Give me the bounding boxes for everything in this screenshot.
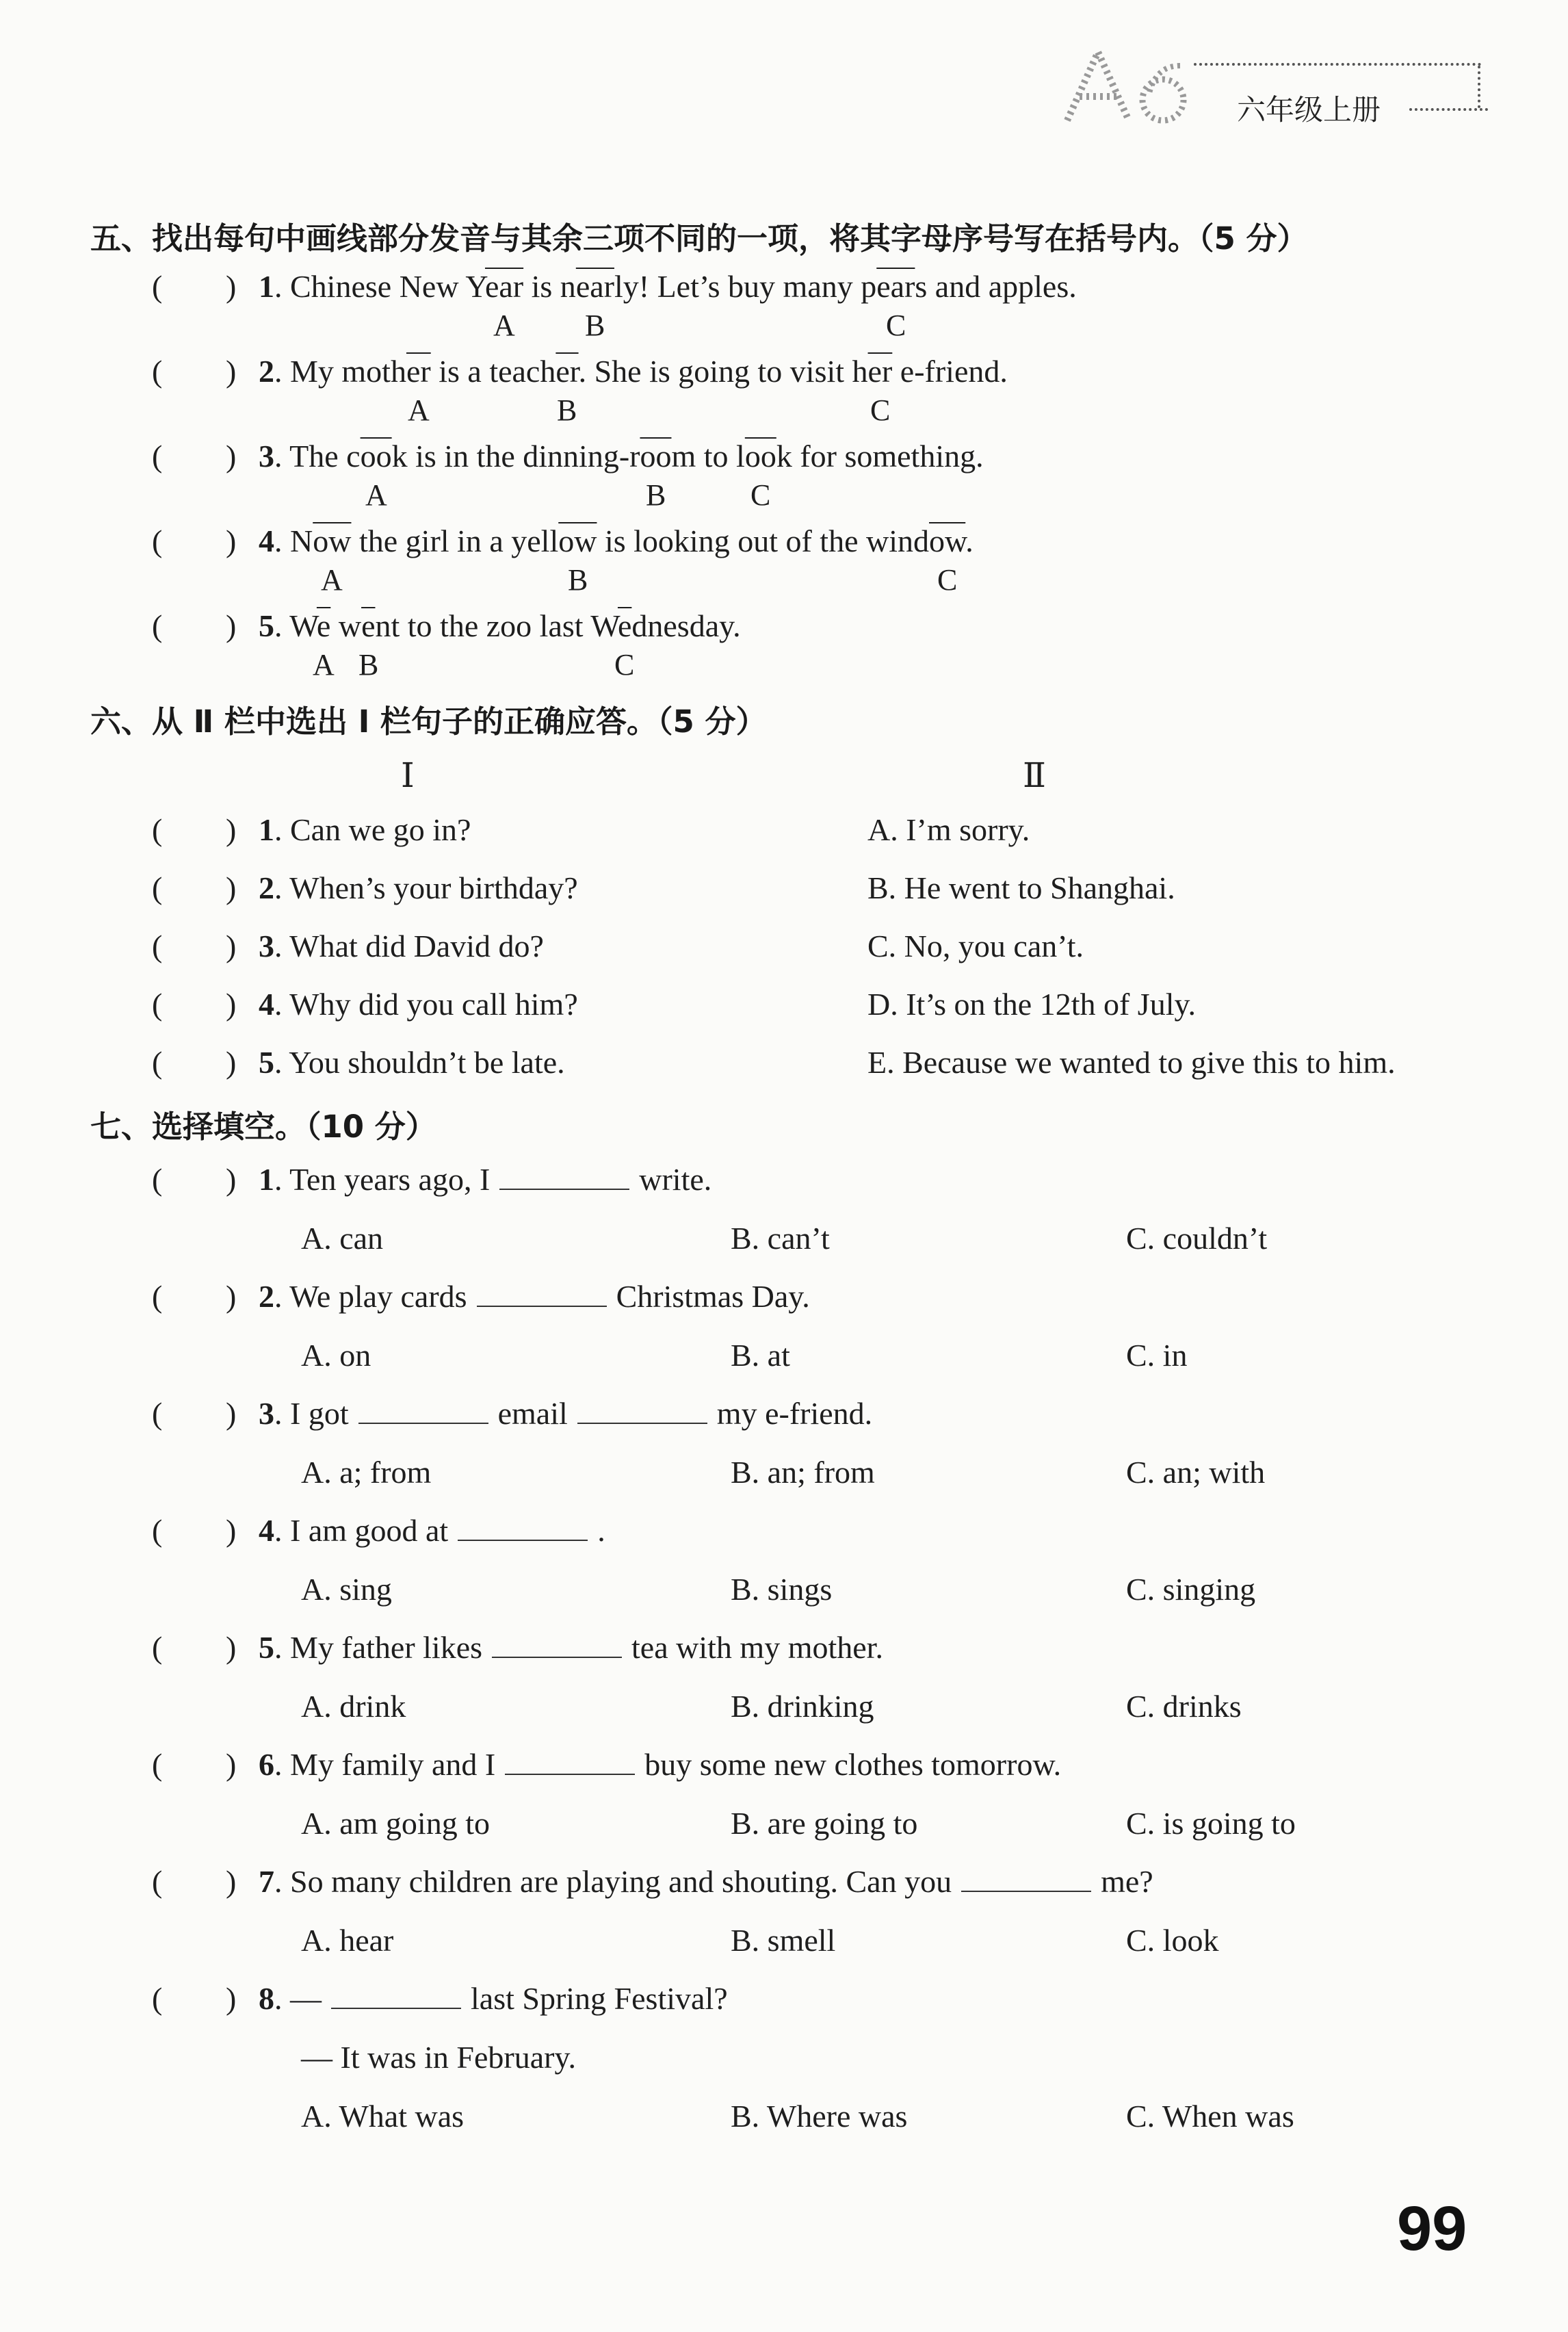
question-number: 2 <box>259 870 274 905</box>
answer-option[interactable]: B. are going to <box>731 1806 918 1841</box>
fill-blank[interactable] <box>358 1416 488 1424</box>
question-sentence <box>259 1278 810 1314</box>
question-sentence <box>259 1512 605 1549</box>
question-text: . I got <box>274 1396 349 1431</box>
answer-paren-close: ) <box>226 1279 237 1314</box>
sentence-part: is looking out of the wind <box>597 523 930 558</box>
question-sentence <box>259 870 578 906</box>
answer-slot[interactable] <box>164 1169 219 1197</box>
question-number: 5 <box>259 1045 274 1080</box>
answer-option[interactable]: C. couldn’t <box>1126 1221 1268 1256</box>
fill-blank[interactable] <box>458 1533 588 1541</box>
answer-paren-open: ( <box>152 1279 163 1314</box>
option-letter-label: C <box>870 393 891 427</box>
question-sentence <box>259 1746 1061 1783</box>
answer-option[interactable]: C. drinks <box>1126 1689 1242 1724</box>
sentence-part: the girl in a yell <box>351 523 559 558</box>
question-text: . Can we go in? <box>274 812 471 847</box>
fill-blank[interactable] <box>331 2001 461 2009</box>
answer-paren-close: ) <box>226 987 237 1022</box>
answer-paren-open: ( <box>152 269 163 304</box>
answer-slot[interactable] <box>164 616 219 643</box>
answer-slot[interactable] <box>164 361 219 389</box>
answer-option[interactable]: A. am going to <box>301 1806 490 1841</box>
question-text: . I am good at <box>274 1513 449 1548</box>
answer-paren-open: ( <box>152 1747 163 1782</box>
sentence-part: m to l <box>671 439 745 474</box>
sentence-part: . Chinese New Y <box>274 269 485 304</box>
question-text: . Ten years ago, I <box>274 1162 491 1197</box>
answer-paren-open: ( <box>152 1045 163 1080</box>
question-number: 4 <box>259 1513 274 1548</box>
underlined-part-c: $\overline{er}$ <box>867 354 893 389</box>
question-sentence <box>259 1395 872 1431</box>
option-letter-label: B <box>568 563 588 597</box>
answer-option[interactable]: B. at <box>731 1338 790 1373</box>
question-text: . We play cards <box>274 1279 467 1314</box>
answer-paren-close: ) <box>226 523 237 558</box>
answer-paren-open: ( <box>152 1162 163 1197</box>
fill-blank[interactable] <box>492 1650 622 1658</box>
option-letter-label: C <box>750 478 771 512</box>
a6-logo-icon <box>1047 38 1204 134</box>
answer-slot[interactable] <box>164 1286 219 1314</box>
answer-paren-close: ) <box>226 1162 237 1197</box>
option-letter-label: B <box>646 478 666 512</box>
answer-paren-close: ) <box>226 812 237 847</box>
answer-option[interactable]: B. Where was <box>731 2099 908 2134</box>
answer-paren-close: ) <box>226 354 237 389</box>
answer-slot[interactable] <box>164 1052 219 1080</box>
answer-paren-close: ) <box>226 1396 237 1431</box>
sentence-part: k for something. <box>776 439 984 474</box>
header-dots <box>1409 108 1488 111</box>
underlined-part-b: $\overline{ow}$ <box>558 523 597 558</box>
answer-option[interactable]: A. a; from <box>301 1455 432 1490</box>
question-number: 8 <box>259 1981 274 2016</box>
answer-paren-open: ( <box>152 987 163 1022</box>
question-number: 3 <box>259 929 274 963</box>
answer-slot[interactable] <box>164 1871 219 1899</box>
underlined-part-c: $\overline{oo}$ <box>744 439 776 474</box>
answer-paren-open: ( <box>152 929 163 963</box>
underlined-part-a: $\overline{er}$ <box>406 354 431 389</box>
sentence-part: . She is going to visit h <box>578 354 868 389</box>
question-number: 1 <box>259 1162 274 1197</box>
response-option: C. No, you can’t. <box>867 929 1084 963</box>
option-letter-label: C <box>937 563 958 597</box>
underlined-part-a: $\overline{ow}$ <box>313 523 352 558</box>
question-sentence <box>259 928 544 964</box>
section7-title: 七、选择填空。（10 分） <box>90 1109 436 1145</box>
answer-option[interactable]: C. look <box>1126 1923 1219 1958</box>
question-sentence <box>259 1161 711 1197</box>
sentence-part: . <box>965 523 974 558</box>
question-sentence <box>259 1980 728 2017</box>
question-number: 3 <box>259 1396 274 1431</box>
underlined-part-c: $\overline{e}$ <box>617 608 632 643</box>
option-letter-label: B <box>557 393 577 427</box>
sentence-part: dnesday. <box>631 608 741 643</box>
answer-option[interactable]: B. can’t <box>731 1221 830 1256</box>
answer-paren-close: ) <box>226 1045 237 1080</box>
question-number: 2 <box>259 354 274 389</box>
question-text: . <box>597 1513 605 1548</box>
answer-paren-open: ( <box>152 608 163 643</box>
answer-slot[interactable] <box>164 1637 219 1665</box>
answer-slot[interactable] <box>164 994 219 1022</box>
response-option: D. It’s on the 12th of July. <box>867 987 1196 1022</box>
question-number: 1 <box>259 269 274 304</box>
answer-slot[interactable] <box>164 446 219 474</box>
answer-option[interactable]: B. smell <box>731 1923 836 1958</box>
sentence-part: nt to the zoo last W <box>375 608 618 643</box>
answer-paren-open: ( <box>152 439 163 474</box>
answer-paren-close: ) <box>226 1630 237 1665</box>
sentence-part: w <box>330 608 362 643</box>
answer-slot[interactable] <box>164 1754 219 1782</box>
fill-blank[interactable] <box>577 1416 707 1424</box>
underlined-part-c: $\overline{ear}$ <box>876 269 915 304</box>
answer-option[interactable]: A. hear <box>301 1923 394 1958</box>
fill-blank[interactable] <box>499 1182 629 1190</box>
answer-option[interactable]: C. singing <box>1126 1572 1256 1607</box>
underlined-part-a: $\overline{ear}$ <box>484 269 524 304</box>
question-sentence <box>259 523 974 559</box>
answer-paren-open: ( <box>152 870 163 905</box>
column-2-heading: Ⅱ <box>1023 756 1046 794</box>
option-letter-label: A <box>408 393 430 427</box>
sentence-part: is n <box>523 269 576 304</box>
sentence-part: . W <box>274 608 317 643</box>
answer-paren-open: ( <box>152 812 163 847</box>
question-text: . — <box>274 1981 322 2016</box>
option-letter-label: A <box>493 309 515 342</box>
question-number: 4 <box>259 523 274 558</box>
answer-paren-open: ( <box>152 354 163 389</box>
answer-paren-close: ) <box>226 439 237 474</box>
question-sentence <box>259 438 984 474</box>
question-text: write. <box>639 1162 712 1197</box>
answer-option[interactable]: C. an; with <box>1126 1455 1266 1490</box>
answer-paren-open: ( <box>152 1981 163 2016</box>
underlined-part-b: $\overline{oo}$ <box>640 439 672 474</box>
answer-paren-close: ) <box>226 870 237 905</box>
answer-slot[interactable] <box>164 1988 219 2016</box>
question-text: . So many children are playing and shouting. Can you <box>274 1864 952 1899</box>
answer-slot[interactable] <box>164 1403 219 1431</box>
underlined-part-c: $\overline{ow}$ <box>929 523 966 558</box>
answer-slot[interactable] <box>164 276 219 304</box>
answer-option[interactable]: B. sings <box>731 1572 833 1607</box>
question-text: my e-friend. <box>716 1396 873 1431</box>
option-letter-label: B <box>358 648 379 682</box>
question-text: . What did David do? <box>274 929 544 963</box>
question-number: 6 <box>259 1747 274 1782</box>
underlined-part-b: $\overline{ear}$ <box>575 269 614 304</box>
grade-label: 六年级上册 <box>1237 93 1381 127</box>
answer-option[interactable]: A. drink <box>301 1689 406 1724</box>
question-text: . My family and I <box>274 1747 496 1782</box>
answer-option[interactable]: C. When was <box>1126 2099 1294 2134</box>
option-letter-label: C <box>886 309 906 342</box>
sentence-part: . N <box>274 523 313 558</box>
question-text: tea with my mother. <box>631 1630 883 1665</box>
fill-blank[interactable] <box>505 1767 635 1775</box>
question-sentence <box>259 608 741 644</box>
underlined-part-a: $\overline{oo}$ <box>360 439 392 474</box>
answer-paren-close: ) <box>226 1747 237 1782</box>
question-text: . You shouldn’t be late. <box>274 1045 565 1080</box>
answer-paren-open: ( <box>152 523 163 558</box>
answer-option[interactable]: C. is going to <box>1126 1806 1296 1841</box>
question-number: 2 <box>259 1279 274 1314</box>
question-text: . Why did you call him? <box>274 987 578 1022</box>
answer-paren-close: ) <box>226 269 237 304</box>
question-text: last Spring Festival? <box>471 1981 728 2016</box>
underlined-part-b: $\overline{e}$ <box>361 608 376 643</box>
question-sentence <box>259 986 578 1022</box>
section6-title: 六、从 Ⅱ 栏中选出 Ⅰ 栏句子的正确应答。（5 分） <box>90 703 767 740</box>
sentence-part: . The c <box>274 439 361 474</box>
answer-slot[interactable] <box>164 820 219 847</box>
answer-paren-close: ) <box>226 929 237 963</box>
sentence-part: s and apples. <box>915 269 1077 304</box>
question-text: Christmas Day. <box>616 1279 810 1314</box>
underlined-part-b: $\overline{er}$ <box>556 354 579 389</box>
answer-option[interactable]: C. in <box>1126 1338 1188 1373</box>
option-letter-label: B <box>585 309 605 342</box>
question-sentence <box>259 1044 565 1080</box>
page-number: 99 <box>1397 2194 1467 2264</box>
fill-blank[interactable] <box>961 1884 1091 1892</box>
answer-paren-open: ( <box>152 1396 163 1431</box>
answer-paren-open: ( <box>152 1864 163 1899</box>
question-sentence <box>259 812 471 848</box>
column-1-heading: Ⅰ <box>401 756 415 794</box>
answer-option[interactable]: A. sing <box>301 1572 392 1607</box>
option-letter-label: A <box>365 478 387 512</box>
fill-blank[interactable] <box>477 1299 607 1307</box>
answer-slot[interactable] <box>164 878 219 905</box>
answer-option[interactable]: A. What was <box>301 2099 465 2134</box>
answer-option[interactable]: B. an; from <box>731 1455 875 1490</box>
question-text: me? <box>1101 1864 1153 1899</box>
answer-paren-open: ( <box>152 1630 163 1665</box>
dialogue-answer: — It was in February. <box>301 2040 576 2075</box>
option-letter-label: C <box>614 648 635 682</box>
question-number: 5 <box>259 608 274 643</box>
question-sentence <box>259 1629 883 1666</box>
question-text: . My father likes <box>274 1630 483 1665</box>
answer-slot[interactable] <box>164 936 219 963</box>
question-sentence <box>259 1863 1153 1900</box>
underlined-part-a: $\overline{e}$ <box>316 608 331 643</box>
answer-paren-open: ( <box>152 1513 163 1548</box>
answer-slot[interactable] <box>164 531 219 558</box>
sentence-part: ly! Let’s buy many p <box>614 269 877 304</box>
answer-option[interactable]: A. can <box>301 1221 384 1256</box>
answer-paren-close: ) <box>226 1513 237 1548</box>
answer-paren-close: ) <box>226 1864 237 1899</box>
sentence-part: is a teach <box>430 354 556 389</box>
question-number: 1 <box>259 812 274 847</box>
option-letter-label: A <box>321 563 343 597</box>
option-letter-label: A <box>313 648 335 682</box>
question-number: 3 <box>259 439 274 474</box>
question-sentence <box>259 268 1077 305</box>
answer-paren-close: ) <box>226 1981 237 2016</box>
sentence-part: e-friend. <box>892 354 1008 389</box>
answer-paren-close: ) <box>226 608 237 643</box>
answer-slot[interactable] <box>164 1520 219 1548</box>
section5-title: 五、找出每句中画线部分发音与其余三项不同的一项，将其字母序号写在括号内。（5 分） <box>90 220 1308 257</box>
question-sentence <box>259 353 1008 389</box>
response-option: B. He went to Shanghai. <box>867 870 1175 905</box>
question-text: email <box>497 1396 568 1431</box>
question-text: . When’s your birthday? <box>274 870 578 905</box>
answer-option[interactable]: B. drinking <box>731 1689 874 1724</box>
question-text: buy some new clothes tomorrow. <box>644 1747 1062 1782</box>
question-number: 5 <box>259 1630 274 1665</box>
response-option: A. I’m sorry. <box>867 812 1030 847</box>
sentence-part: . My moth <box>274 354 406 389</box>
header-divider <box>1478 66 1480 108</box>
response-option: E. Because we wanted to give this to him. <box>867 1045 1396 1080</box>
answer-option[interactable]: A. on <box>301 1338 371 1373</box>
question-number: 7 <box>259 1864 274 1899</box>
question-number: 4 <box>259 987 274 1022</box>
sentence-part: k is in the dinning-r <box>391 439 640 474</box>
